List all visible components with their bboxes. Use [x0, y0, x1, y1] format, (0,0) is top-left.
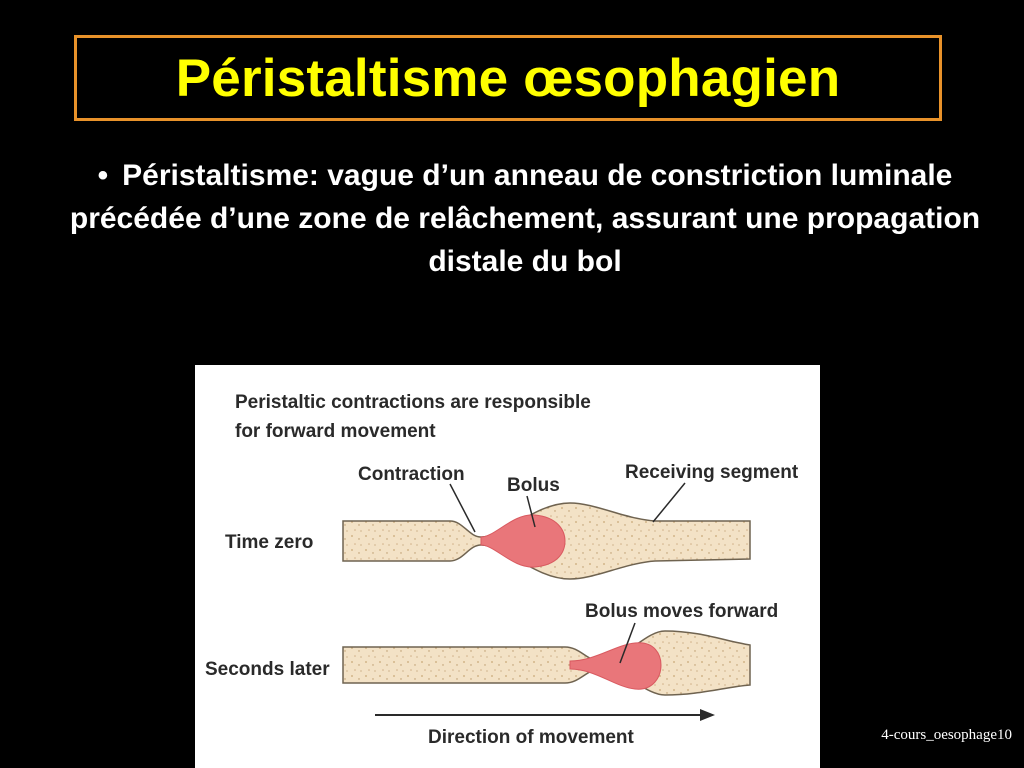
label-time-zero: Time zero: [225, 532, 314, 553]
label-bolus: Bolus: [507, 475, 560, 496]
pointer-receiving-segment: [653, 483, 685, 522]
label-seconds-later: Seconds later: [205, 659, 330, 680]
figure-heading-line1: Peristaltic contractions are responsible: [235, 392, 591, 413]
bolus-seconds-later: [570, 643, 661, 689]
slide-footer: 4-cours_oesophage10: [881, 727, 1012, 743]
label-receiving-segment: Receiving segment: [625, 462, 799, 483]
esophagus-tube-seconds-later: [343, 631, 750, 695]
figure-heading-line2: for forward movement: [235, 421, 436, 442]
peristalsis-figure: [195, 365, 820, 768]
slide-title: Péristaltisme œsophagien: [175, 48, 841, 108]
bullet-dot-icon: •: [97, 159, 109, 192]
label-contraction: Contraction: [358, 464, 465, 485]
label-direction: Direction of movement: [428, 727, 634, 748]
label-bolus-moves-forward: Bolus moves forward: [585, 601, 779, 622]
bullet-point: [60, 154, 990, 283]
bullet-text: Péristaltisme: vague d’un anneau de constriction luminale précédée d’une zone de relâchement, assurant une propagation distale du bol: [69, 159, 981, 278]
direction-arrow-head-icon: [700, 709, 715, 721]
peristalsis-diagram: [195, 365, 820, 768]
slide-title-box: [74, 35, 942, 121]
bolus-time-zero: [481, 515, 565, 567]
